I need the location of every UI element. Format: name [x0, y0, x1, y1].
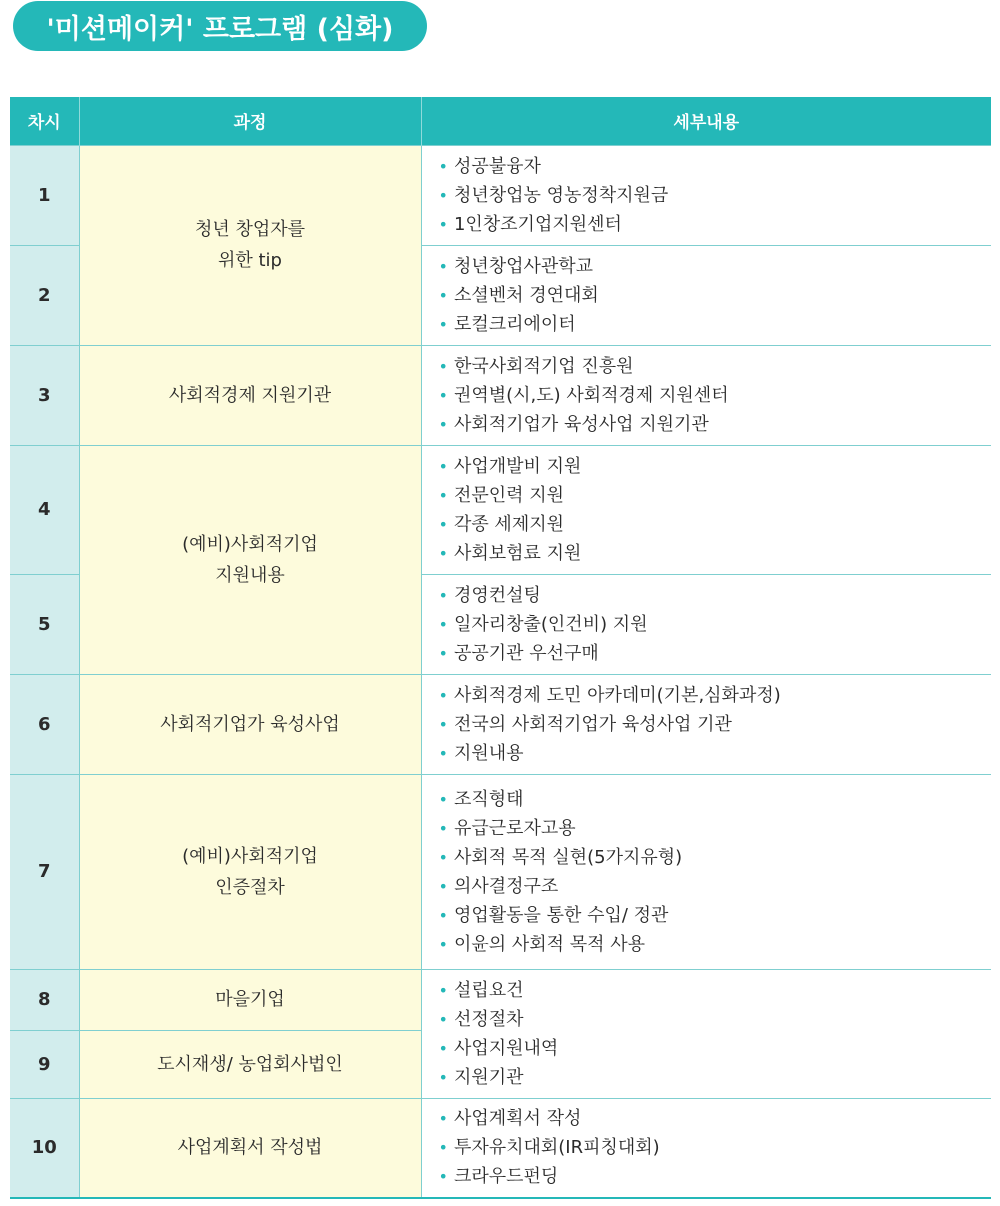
- session-number: 8: [10, 969, 79, 1030]
- bullet-icon: •: [438, 789, 448, 809]
- list-item: [439, 452, 992, 481]
- detail-text: 전문인력 지원: [453, 484, 564, 506]
- process-cell: [79, 1030, 421, 1098]
- detail-text: 지원기관: [453, 1066, 524, 1088]
- detail-text: 로컬크리에이터: [453, 313, 576, 335]
- bullet-icon: •: [438, 1138, 448, 1158]
- table-row: [10, 145, 991, 245]
- list-item: [439, 1162, 992, 1191]
- detail-text: 각종 세제지원: [453, 513, 564, 535]
- bullet-icon: •: [438, 818, 448, 838]
- list-item: [439, 1133, 992, 1162]
- detail-text: 1인창조기업지원센터: [453, 213, 622, 235]
- list-item: [439, 610, 992, 639]
- bullet-icon: •: [438, 356, 448, 376]
- list-item: [439, 930, 992, 959]
- detail-text: 한국사회적기업 진흥원: [453, 355, 634, 377]
- detail-cell: [421, 245, 991, 345]
- bullet-icon: •: [438, 905, 448, 925]
- header-process: 과정: [79, 97, 421, 145]
- detail-text: 지원내용: [453, 742, 524, 764]
- detail-text: 사업계획서 작성: [453, 1108, 582, 1130]
- detail-text: 이윤의 사회적 목적 사용: [453, 933, 645, 955]
- detail-text: 선정절차: [453, 1008, 524, 1030]
- bullet-icon: •: [438, 385, 448, 405]
- bullet-icon: •: [438, 643, 448, 663]
- process-line: (예비)사회적기업: [182, 845, 318, 867]
- process-cell: [79, 674, 421, 774]
- list-item: [439, 639, 992, 668]
- session-number: 4: [10, 445, 79, 574]
- detail-text: 공공기관 우선구매: [453, 642, 599, 664]
- detail-list: [439, 976, 992, 1092]
- detail-text: 전국의 사회적기업가 육성사업 기관: [453, 713, 732, 735]
- detail-text: 크라우드펀딩: [453, 1166, 559, 1188]
- bullet-icon: •: [438, 214, 448, 234]
- detail-list: [439, 352, 992, 439]
- bullet-icon: •: [438, 314, 448, 334]
- process-cell: [79, 445, 421, 674]
- bullet-icon: •: [438, 456, 448, 476]
- process-line: 사회적경제 지원기관: [168, 384, 332, 406]
- detail-text: 설립요건: [453, 979, 524, 1001]
- detail-text: 의사결정구조: [453, 875, 559, 897]
- detail-cell: [421, 1098, 991, 1198]
- list-item: [439, 281, 992, 310]
- detail-text: 권역별(시,도) 사회적경제 지원센터: [453, 384, 729, 406]
- detail-list: [439, 581, 992, 668]
- detail-text: 사회보험료 지원: [453, 542, 582, 564]
- table-row: [10, 345, 991, 445]
- list-item: [439, 710, 992, 739]
- bullet-icon: •: [438, 847, 448, 867]
- bullet-icon: •: [438, 1167, 448, 1187]
- list-item: [439, 1005, 992, 1034]
- bullet-icon: •: [438, 543, 448, 563]
- list-item: [439, 539, 992, 568]
- bullet-icon: •: [438, 185, 448, 205]
- list-item: [439, 901, 992, 930]
- session-number: 10: [10, 1098, 79, 1198]
- detail-list: [439, 1104, 992, 1191]
- bullet-icon: •: [438, 514, 448, 534]
- process-line: 위한 tip: [218, 250, 282, 271]
- process-cell: [79, 774, 421, 969]
- detail-text: 유급근로자고용: [453, 817, 576, 839]
- list-item: [439, 872, 992, 901]
- session-number: 7: [10, 774, 79, 969]
- process-cell: [79, 969, 421, 1030]
- detail-list: [439, 252, 992, 339]
- bullet-icon: •: [438, 1067, 448, 1087]
- detail-text: 청년창업사관학교: [453, 255, 594, 277]
- bullet-icon: •: [438, 934, 448, 954]
- session-number: 2: [10, 245, 79, 345]
- detail-cell: [421, 969, 991, 1098]
- detail-text: 조직형태: [453, 788, 524, 810]
- detail-text: 사업지원내역: [453, 1037, 559, 1059]
- detail-text: 사회적기업가 육성사업 지원기관: [453, 413, 709, 435]
- list-item: [439, 1034, 992, 1063]
- bullet-icon: •: [438, 585, 448, 605]
- list-item: [439, 681, 992, 710]
- list-item: [439, 481, 992, 510]
- detail-list: [439, 452, 992, 568]
- list-item: [439, 181, 992, 210]
- list-item: [439, 310, 992, 339]
- detail-cell: [421, 445, 991, 574]
- bullet-icon: •: [438, 1009, 448, 1029]
- process-cell: [79, 345, 421, 445]
- process-line: (예비)사회적기업: [182, 533, 318, 555]
- list-item: [439, 976, 992, 1005]
- detail-text: 영업활동을 통한 수입/ 정관: [453, 904, 669, 926]
- list-item: [439, 510, 992, 539]
- bullet-icon: •: [438, 485, 448, 505]
- detail-text: 소셜벤처 경연대회: [453, 284, 599, 306]
- list-item: [439, 152, 992, 181]
- detail-text: 청년창업농 영농정착지원금: [453, 184, 669, 206]
- table-row: [10, 674, 991, 774]
- page-title: '미션메이커' 프로그램 (심화): [13, 1, 427, 51]
- bullet-icon: •: [438, 614, 448, 634]
- header-details: 세부내용: [421, 97, 991, 145]
- detail-text: 경영컨설팅: [453, 584, 541, 606]
- detail-text: 일자리창출(인건비) 지원: [453, 613, 648, 635]
- list-item: [439, 210, 992, 239]
- list-item: [439, 739, 992, 768]
- program-table: [10, 97, 991, 1199]
- table-row: [10, 969, 991, 1030]
- process-line: 마을기업: [215, 989, 285, 1010]
- detail-cell: [421, 145, 991, 245]
- bullet-icon: •: [438, 685, 448, 705]
- detail-text: 성공불융자: [453, 155, 541, 177]
- process-line: 사업계획서 작성법: [177, 1137, 323, 1159]
- process-line: 도시재생/ 농업회사법인: [157, 1053, 343, 1075]
- detail-text: 사회적 목적 실현(5가지유형): [453, 846, 683, 868]
- table-row: [10, 445, 991, 574]
- session-number: 9: [10, 1030, 79, 1098]
- bullet-icon: •: [438, 1038, 448, 1058]
- list-item: [439, 814, 992, 843]
- detail-text: 투자유치대회(IR피칭대회): [453, 1137, 660, 1159]
- detail-cell: [421, 574, 991, 674]
- process-cell: [79, 145, 421, 345]
- bullet-icon: •: [438, 156, 448, 176]
- detail-list: [439, 681, 992, 768]
- bullet-icon: •: [438, 1109, 448, 1129]
- detail-cell: [421, 345, 991, 445]
- detail-cell: [421, 674, 991, 774]
- session-number: 3: [10, 345, 79, 445]
- table-row: [10, 1098, 991, 1198]
- list-item: [439, 843, 992, 872]
- list-item: [439, 352, 992, 381]
- list-item: [439, 1063, 992, 1092]
- header-session: 차시: [10, 97, 79, 145]
- list-item: [439, 381, 992, 410]
- detail-list: [439, 152, 992, 239]
- detail-list: [439, 785, 992, 959]
- detail-cell: [421, 774, 991, 969]
- list-item: [439, 410, 992, 439]
- table-row: [10, 774, 991, 969]
- process-cell: [79, 1098, 421, 1198]
- list-item: [439, 581, 992, 610]
- process-line: 지원내용: [215, 564, 285, 586]
- process-line: 청년 창업자를: [194, 219, 306, 240]
- bullet-icon: •: [438, 256, 448, 276]
- bullet-icon: •: [438, 980, 448, 1000]
- bullet-icon: •: [438, 414, 448, 434]
- list-item: [439, 1104, 992, 1133]
- bullet-icon: •: [438, 876, 448, 896]
- bullet-icon: •: [438, 743, 448, 763]
- process-line: 인증절차: [215, 876, 285, 898]
- bullet-icon: •: [438, 285, 448, 305]
- detail-text: 사업개발비 지원: [453, 455, 582, 477]
- list-item: [439, 252, 992, 281]
- process-line: 사회적기업가 육성사업: [160, 713, 340, 735]
- session-number: 6: [10, 674, 79, 774]
- session-number: 5: [10, 574, 79, 674]
- table-header-row: [10, 97, 991, 145]
- bullet-icon: •: [438, 714, 448, 734]
- detail-text: 사회적경제 도민 아카데미(기본,심화과정): [453, 684, 781, 706]
- list-item: [439, 785, 992, 814]
- session-number: 1: [10, 145, 79, 245]
